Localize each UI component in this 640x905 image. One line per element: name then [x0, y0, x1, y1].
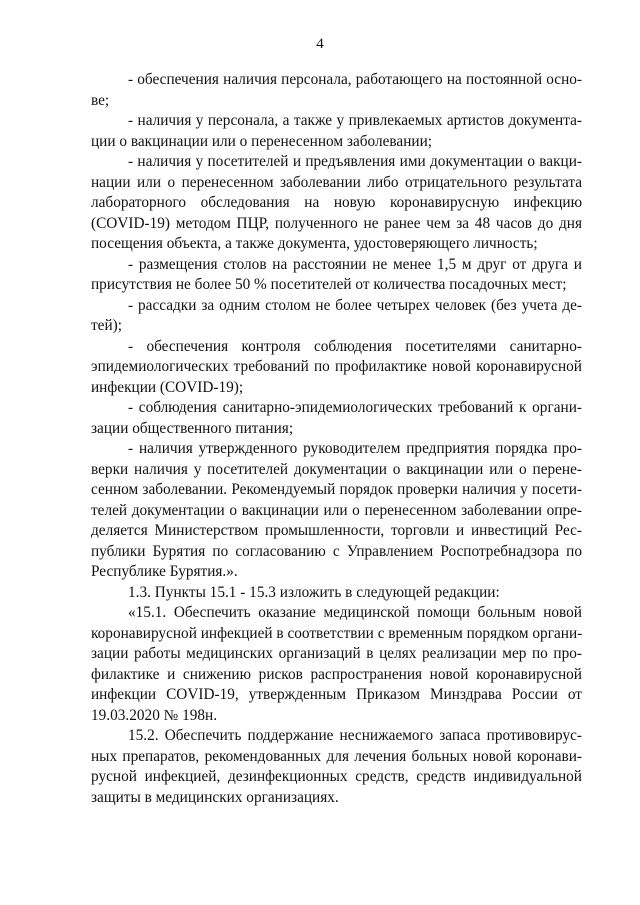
text-line: инфекции COVID-19, утвержденным Приказом Минздрава России от: [91, 686, 582, 703]
text-line: инфекции (COVID-19);: [91, 378, 244, 396]
text-line: присутствия не более 50 % посетителей от количества посадочных мест;: [91, 276, 567, 293]
text-line: - размещения столов на расстоянии не менее 1,5 м друг от друга и: [128, 255, 582, 273]
text-line: - наличия у посетителей и предъявления ими документации о вакци-: [128, 153, 582, 170]
document-body: [91, 70, 582, 808]
text-line: защиты в медицинских организациях.: [91, 788, 339, 806]
text-line: тей);: [91, 317, 123, 334]
text-line: сенном заболевании. Рекомендуемый порядок проверки наличия у посети-: [91, 481, 582, 498]
text-line: коронавирусной инфекцией в соответствии с временным порядком органи-: [91, 624, 583, 642]
text-line: зации работы медицинских организаций в целях реализации мер по про-: [91, 645, 582, 662]
text-line: 1.3. Пункты 15.1 - 15.3 изложить в следующей редакции:: [128, 583, 500, 601]
text-line: «15.1. Обеспечить оказание медицинской помощи больным новой: [128, 604, 582, 621]
text-line: телей документации о вакцинации или о перенесенном заболевании опре-: [91, 501, 582, 519]
text-line: - наличия утвержденного руководителем предприятия порядка про-: [128, 440, 582, 457]
text-line: 19.03.2020 № 198н.: [91, 706, 218, 724]
text-line: - рассадки за одним столом не более четырех человек (без учета де-: [128, 296, 582, 314]
text-line: публики Бурятия по согласованию с Управлением Роспотребнадзора по: [91, 542, 582, 560]
page-number: 4: [316, 36, 324, 52]
text-line: - соблюдения санитарно-эпидемиологических требований к органи-: [128, 399, 582, 416]
text-line: - обеспечения контроля соблюдения посетителями санитарно-: [128, 337, 582, 355]
text-line: (COVID-19) методом ПЦР, полученного не ранее чем за 48 часов до дня: [91, 214, 582, 232]
text-line: лабораторного обследования на новую коронавирусную инфекцию: [91, 194, 582, 211]
text-line: посещения объекта, а также документа, удостоверяющего личность;: [91, 235, 538, 252]
text-line: ных препаратов, рекомендованных для лечения больных новой коронави-: [91, 747, 582, 765]
text-line: Республике Бурятия.».: [91, 563, 238, 580]
text-line: ве;: [91, 91, 110, 109]
text-line: верки наличия у посетителей документации о вакцинации или о перене-: [91, 460, 582, 478]
text-line: зации общественного питания;: [91, 419, 294, 437]
text-line: филактике и снижению рисков распространения новой коронавирусной: [91, 665, 582, 683]
text-line: эпидемиологических требований по профилактике новой коронавирусной: [91, 358, 582, 375]
text-line: - наличия у персонала, а также у привлекаемых артистов документа-: [128, 112, 582, 129]
text-line: - обеспечения наличия персонала, работающего на постоянной осно-: [128, 71, 582, 88]
text-line: 15.2. Обеспечить поддержание неснижаемого запаса противовирус-: [128, 727, 582, 744]
text-line: русной инфекцией, дезинфекционных средств, средств индивидуальной: [91, 768, 582, 785]
text-line: нации или о перенесенном заболевании либо отрицательного результата: [91, 173, 582, 191]
text-line: деляется Министерством промышленности, торговли и инвестиций Рес-: [91, 522, 582, 539]
text-line: ции о вакцинации или о перенесенном заболевании;: [91, 132, 433, 150]
